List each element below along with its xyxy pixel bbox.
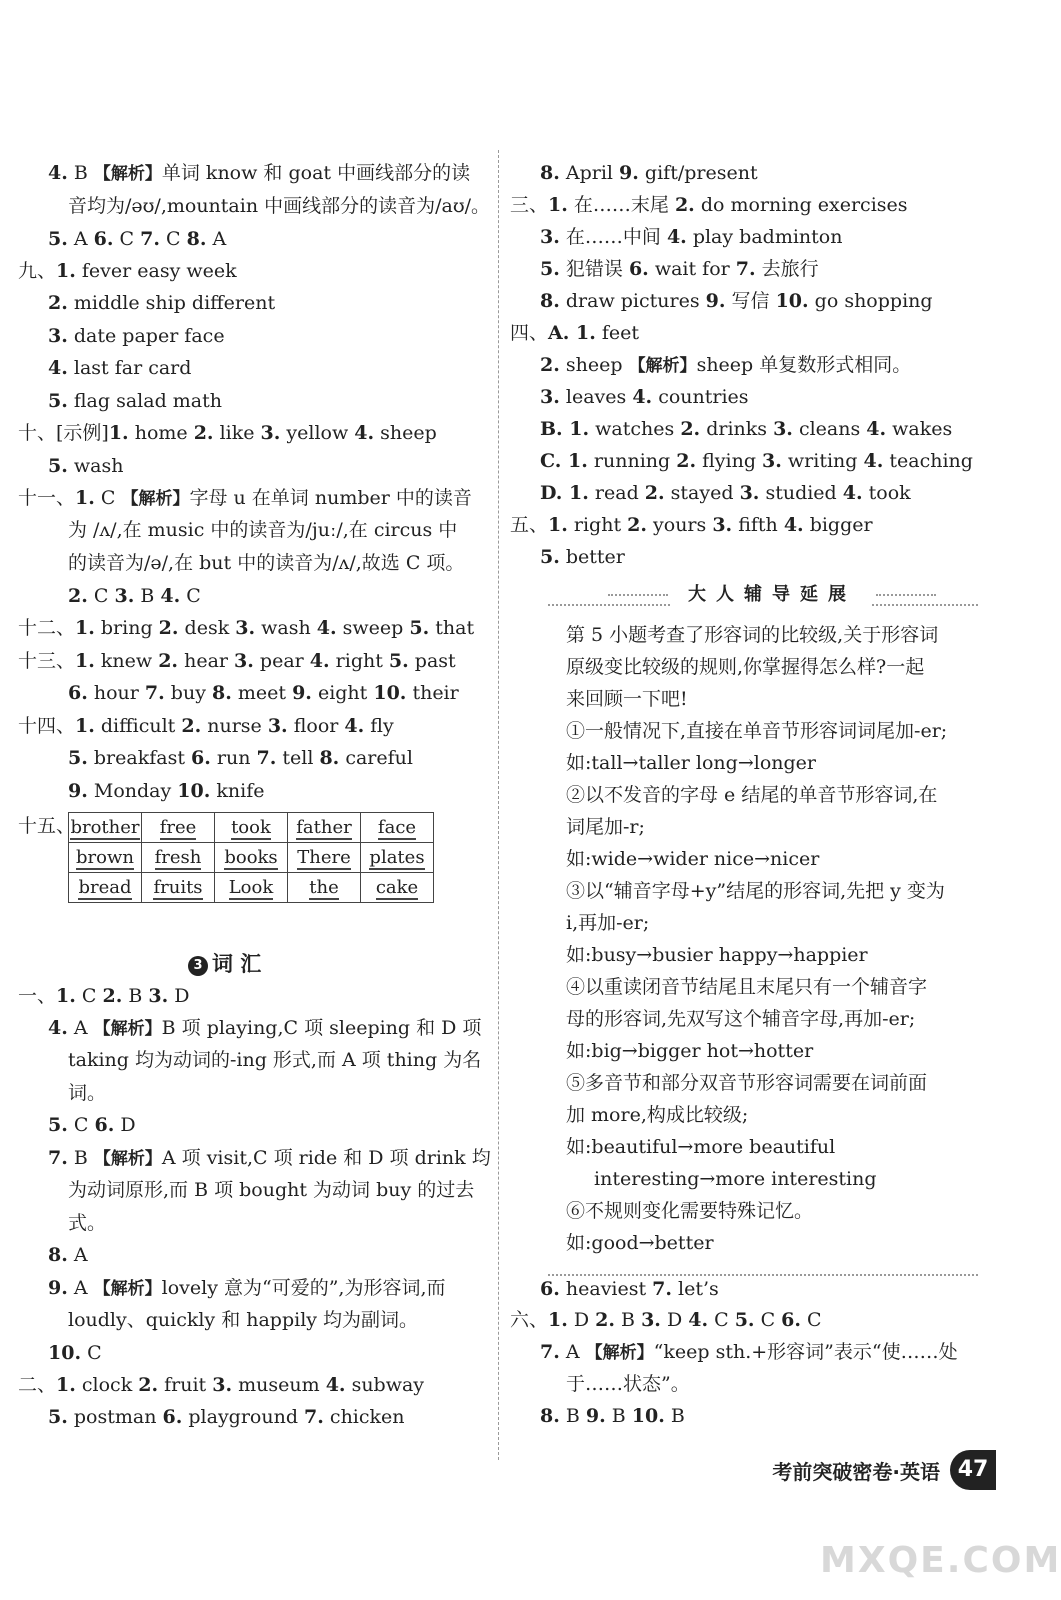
left-line: 8. A [48, 1244, 88, 1266]
right-line: 8. B 9. B 10. B [540, 1405, 685, 1427]
page-number: 47 [950, 1450, 996, 1490]
section-heading [188, 948, 261, 978]
watermark-url: MXQE.COM [820, 1540, 1061, 1581]
right-line: ⑥不规则变化需要特殊记忆。 [566, 1200, 814, 1222]
table-cell: There [288, 843, 361, 873]
section-number-icon: 3 [188, 956, 208, 976]
left-line: 5. breakfast 6. run 7. tell 8. careful [68, 747, 413, 769]
right-line: 三、1. 在……末尾 2. do morning exercises [510, 194, 908, 216]
left-line: 十五、 [18, 815, 76, 837]
right-line: 加 more,构成比较级; [566, 1104, 749, 1126]
left-line: 二、1. clock 2. fruit 3. museum 4. subway [18, 1374, 425, 1396]
left-line: 10. C [48, 1342, 102, 1364]
left-line: 式。 [68, 1212, 107, 1234]
left-line: 2. middle ship different [48, 292, 276, 314]
right-line: 于……状态”。 [566, 1373, 690, 1395]
left-line: 一、1. C 2. B 3. D [18, 985, 190, 1007]
tip-header: 大人辅导延展 [672, 578, 872, 612]
left-line: 6. hour 7. buy 8. meet 9. eight 10. their [68, 682, 459, 704]
left-line: 4. A 【解析】B 项 playing,C 项 sleeping 和 D 项 [48, 1017, 482, 1039]
right-line: 如:busy→busier happy→happier [566, 944, 868, 966]
table-cell: father [288, 813, 361, 843]
right-line: 来回顾一下吧! [566, 688, 688, 710]
left-line: 9. Monday 10. knife [68, 780, 265, 802]
left-line: taking 均为动词的-ing 形式,而 A 项 thing 为名 [68, 1049, 482, 1071]
left-line: 4. last far card [48, 357, 192, 379]
table-cell: took [215, 813, 288, 843]
left-line: 十一、1. C 【解析】字母 u 在单词 number 中的读音 [18, 487, 472, 509]
left-line: 为动词原形,而 B 项 bought 为动词 buy 的过去 [68, 1179, 475, 1201]
right-line: 五、1. right 2. yours 3. fifth 4. bigger [510, 514, 873, 536]
table-cell: face [361, 813, 434, 843]
word-table [68, 812, 434, 903]
right-line: B. 1. watches 2. drinks 3. cleans 4. wakes [540, 418, 953, 440]
table-cell: bread [69, 873, 142, 903]
right-line: 2. sheep 【解析】sheep 单复数形式相同。 [540, 354, 912, 376]
left-line: 7. B 【解析】A 项 visit,C 项 ride 和 D 项 drink 均 [48, 1147, 491, 1169]
table-cell: books [215, 843, 288, 873]
right-line: 7. A 【解析】“keep sth.+形容词”表示“使……处 [540, 1341, 958, 1363]
left-line: loudly、quickly 和 happily 均为副词。 [68, 1309, 419, 1331]
section-title: 词 汇 [212, 952, 262, 976]
right-line: i,再加-er; [566, 912, 650, 934]
table-cell: free [142, 813, 215, 843]
right-line: 3. leaves 4. countries [540, 386, 749, 408]
left-line: 音均为/əʊ/,mountain 中画线部分的读音为/aʊ/。 [68, 195, 491, 217]
table-cell: brown [69, 843, 142, 873]
column-divider [498, 150, 499, 1460]
right-line: 如:big→bigger hot→hotter [566, 1040, 814, 1062]
table-cell: plates [361, 843, 434, 873]
table-cell: fresh [142, 843, 215, 873]
right-line: 四、A. 1. feet [510, 322, 640, 344]
left-line: 为 /ʌ/,在 music 中的读音为/juː/,在 circus 中 [68, 519, 458, 541]
left-line: 5. flag salad math [48, 390, 222, 412]
table-cell: Look [215, 873, 288, 903]
right-line: interesting→more interesting [594, 1168, 877, 1190]
table-cell: the [288, 873, 361, 903]
right-line: 5. 犯错误 6. wait for 7. 去旅行 [540, 258, 819, 280]
right-line: 3. 在……中间 4. play badminton [540, 226, 843, 248]
table-cell: cake [361, 873, 434, 903]
right-line: 8. April 9. gift/present [540, 162, 758, 184]
left-line: 5. A 6. C 7. C 8. A [48, 228, 227, 250]
right-line: 8. draw pictures 9. 写信 10. go shopping [540, 290, 933, 312]
right-line: 母的形容词,先双写这个辅音字母,再加-er; [566, 1008, 916, 1030]
left-line: 十、[示例]1. home 2. like 3. yellow 4. sheep [18, 422, 437, 444]
left-line: 十三、1. knew 2. hear 3. pear 4. right 5. past [18, 650, 456, 672]
right-line: 如:tall→taller long→longer [566, 752, 816, 774]
left-line: 4. B 【解析】单词 know 和 goat 中画线部分的读 [48, 162, 471, 184]
footer-title: 考前突破密卷·英语 [772, 1460, 940, 1484]
left-line: 的读音为/ə/,在 but 中的读音为/ʌ/,故选 C 项。 [68, 552, 465, 574]
left-line: 3. date paper face [48, 325, 225, 347]
left-line: 5. wash [48, 455, 124, 477]
right-line: 词尾加-r; [566, 816, 645, 838]
left-line: 9. A 【解析】lovely 意为“可爱的”,为形容词,而 [48, 1277, 446, 1299]
right-line: 原级变比较级的规则,你掌握得怎么样?一起 [566, 656, 925, 678]
left-line: 九、1. fever easy week [18, 260, 237, 282]
right-line: ②以不发音的字母 e 结尾的单音节形容词,在 [566, 784, 938, 806]
left-line: 十二、1. bring 2. desk 3. wash 4. sweep 5. that [18, 617, 475, 639]
right-line: 如:good→better [566, 1232, 714, 1254]
right-line: 6. heaviest 7. let’s [540, 1278, 719, 1300]
right-line: ④以重读闭音节结尾且末尾只有一个辅音字 [566, 976, 928, 998]
right-line: D. 1. read 2. stayed 3. studied 4. took [540, 482, 911, 504]
left-line: 十四、1. difficult 2. nurse 3. floor 4. fly [18, 715, 394, 737]
right-line: ①一般情况下,直接在单音节形容词词尾加-er; [566, 720, 948, 742]
table-cell: fruits [142, 873, 215, 903]
left-line: 2. C 3. B 4. C [68, 585, 201, 607]
right-line: 如:wide→wider nice→nicer [566, 848, 820, 870]
left-line: 5. C 6. D [48, 1114, 136, 1136]
left-line: 5. postman 6. playground 7. chicken [48, 1406, 405, 1428]
right-line: C. 1. running 2. flying 3. writing 4. teaching [540, 450, 973, 472]
right-line: 六、1. D 2. B 3. D 4. C 5. C 6. C [510, 1309, 822, 1331]
left-line: 词。 [68, 1082, 107, 1104]
right-line: ⑤多音节和部分双音节形容词需要在词前面 [566, 1072, 928, 1094]
right-line: ③以“辅音字母+y”结尾的形容词,先把 y 变为 [566, 880, 945, 902]
right-line: 第 5 小题考查了形容词的比较级,关于形容词 [566, 624, 939, 646]
right-line: 5. better [540, 546, 625, 568]
right-line: 如:beautiful→more beautiful [566, 1136, 836, 1158]
table-cell: brother [69, 813, 142, 843]
